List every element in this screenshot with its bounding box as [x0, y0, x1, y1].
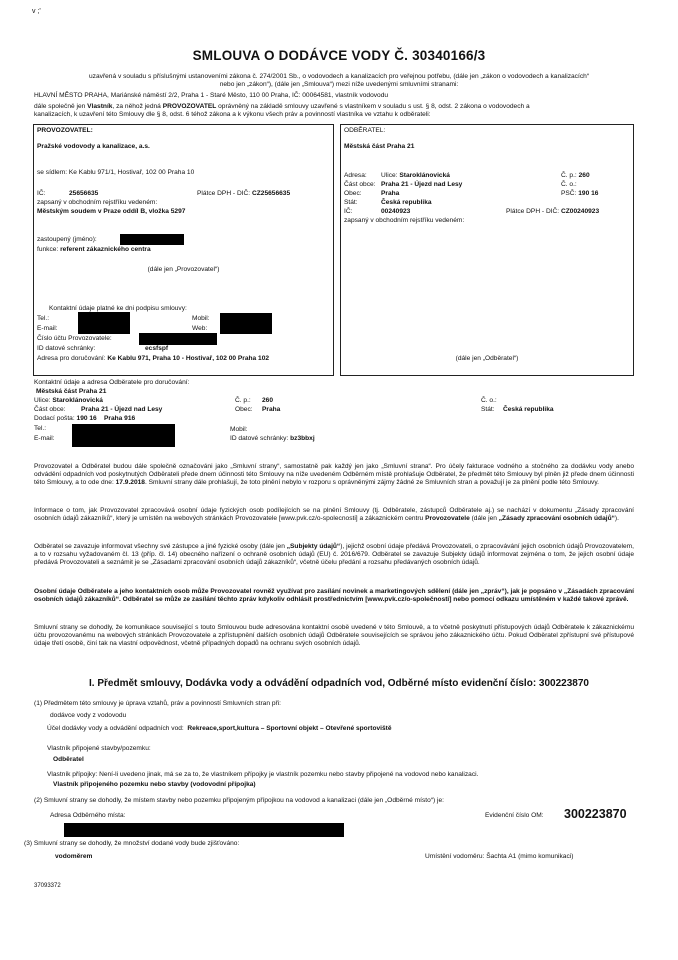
odberatel-state-label: Stát:	[344, 199, 358, 206]
provozovatel-alias	[34, 266, 333, 274]
value: 190 16	[578, 190, 599, 197]
delivery-email-label: E-mail:	[34, 435, 55, 442]
footer-code: 37093372	[34, 883, 61, 889]
value: Není-li uvedeno jinak, má se za to, že vlastníkem přípojky je vlastník pozemku nebo stavby připojené na vodovod nebo kanalizaci.	[99, 771, 479, 778]
value: Rekreace,sport,kultura – Sportovní objekt – Otevřené sportoviště	[187, 725, 392, 732]
provozovatel-heading: PROVOZOVATEL:	[37, 127, 93, 134]
text: Informace o tom, jak Provozovatel zpracovává osobní údaje fyzických osob podílejících se na plnění Smlouvy (tj. Odběratele, zástupců Odběratele aj.) se nachází v dokumentu „Zásady zpracování osobních údajů zákazníků“, který je umístěn na webových stránkách Provozovatele [www.pvk.cz/o-spolecnosti] a zákaznickém centru	[34, 507, 634, 523]
redacted-account	[139, 333, 217, 345]
label: funkce:	[37, 246, 59, 253]
delivery-co-label: Č. o.:	[481, 397, 497, 404]
section-1-item-2: (2) Smluvní strany se dohodly, že místem stavby nebo pozemku připojeným přípojkou na vodovod a kanalizaci (dále jen „Odběrné místo“) je:	[34, 797, 444, 804]
value: bz3bbxj	[290, 435, 315, 442]
text: ).	[614, 515, 619, 523]
odberatel-psc	[561, 190, 598, 198]
label: Adresa pro doručování:	[37, 355, 106, 362]
provozovatel-databox-label: ID datové schránky:	[37, 345, 96, 352]
odberatel-ic: 00240923	[381, 208, 411, 215]
label: PSČ:	[561, 190, 577, 197]
label: Ulice:	[34, 397, 51, 404]
label: Ulice:	[381, 172, 398, 179]
provozovatel-register-label: zapsaný v obchodním rejstříku vedeném:	[37, 199, 158, 206]
provozovatel-email-label: E-mail:	[37, 325, 58, 332]
label: Č. p.:	[561, 172, 577, 179]
section-1-conn-owner	[47, 771, 478, 779]
text: (dále jen	[469, 515, 499, 523]
text: Odběratel se zavazuje informovat všechny své zástupce a jiné fyzické osoby (dále jen	[34, 543, 287, 550]
odberatel-street	[381, 172, 450, 180]
label: ID datové schránky:	[230, 435, 289, 442]
value: referent zákaznického centra	[60, 246, 151, 253]
odberatel-ic-label: IČ:	[344, 208, 353, 215]
text: (dále jen „Odběratel“)	[455, 355, 519, 362]
value: CZ00240923	[560, 208, 600, 215]
provozovatel-account-label: Číslo účtu Provozovatele:	[37, 335, 112, 342]
provozovatel-databox: ecsfspf	[145, 345, 169, 352]
odberatel-box	[340, 124, 634, 376]
provozovatel-tel-label: Tel.:	[37, 315, 50, 322]
delivery-city-label: Obec:	[235, 406, 253, 413]
text: (dále jen „Provozovatel“)	[147, 266, 220, 273]
delivery-heading: Kontaktní údaje a adresa Odběratele pro doručování:	[34, 379, 190, 386]
provozovatel-register: Městským soudem v Praze oddíl B, vložka 5297	[37, 208, 186, 215]
provozovatel-ic: 25656635	[69, 190, 99, 197]
odberatel-dic	[506, 208, 599, 216]
provozovatel-web-label: Web:	[192, 325, 208, 332]
odberatel-city-label: Obec:	[344, 190, 362, 197]
paragraph-smluvni-strany	[34, 463, 634, 488]
odberatel-name: Městská část Praha 21	[344, 143, 415, 150]
section-1-meter-location: Umístění vodoměru: Šachta A1 (mimo komunikaci)	[425, 853, 574, 860]
provozovatel-function	[37, 246, 151, 254]
section-1-item-3: (3) Smluvní strany se dohodly, že množství dodané vody bude zjišťováno:	[24, 840, 240, 847]
paragraph-komunikace: Smluvní strany se dohodly, že komunikace související s touto Smlouvou bude adresována kontaktní osobě uvedené v této Smlouvě, a to včetně poskytnutí přístupových údajů Odběratele k zákaznickému účtu provozovanému na webových stránkách Provozovatele a zpřístupnění dalších osobních údajů Odběratele souvisejících se správou jeho zákaznického účtu. Pokud Odběratel zpřístupní své přístupové údaje třetí osobě, činí tak na vlastní odpovědnost, včetně případných dopadů na ochranu svých osobních údajů.	[34, 624, 634, 648]
paragraph-informace	[34, 507, 634, 523]
provozovatel-name: Pražské vodovody a kanalizace, a.s.	[37, 143, 150, 150]
value: Ke Kablu 971/1, Hostivař, 102 00 Praha 10	[68, 169, 195, 176]
section-1-item-1-value: dodávce vody z vodovodu	[50, 712, 127, 719]
delivery-city: Praha	[262, 406, 281, 413]
text: ), jejichž osobní údaje předává Provozovateli, o zpracovávání jejich osobních údajů Provozovatelem, a to v rozsahu vyžadovaném čl. 13 (příp. čl. 14) obecného nařízení o ochraně osobních údajů (EU) č. 2016/679. Odběratel se zavazuje Subjekty údajů informovat zejména o tom, že jejich osobní údaje předává Provozovateli a seznámit je se „Zásadami zpracování osobních údajů zákazníků“, včetně účelu předání a rozsahu předávaných osobních údajů.	[34, 543, 634, 567]
section-1-owner-value: Odběratel	[53, 756, 84, 763]
odberatel-address-label: Adresa:	[344, 172, 367, 179]
text: . Smluvní strany dále prohlašují, že toto plnění nebylo v rozporu s oprávněnými zájmy žádné ze Smluvních stran a považují je za plnění podle této Smlouvy.	[144, 479, 599, 487]
value: 260	[578, 172, 590, 179]
text: Vlastník	[87, 103, 113, 110]
text: Provozovatele	[425, 515, 470, 523]
document-title: SMLOUVA O DODÁVCE VODY Č. 30340166/3	[192, 48, 486, 63]
text: PROVOZOVATEL	[162, 103, 217, 110]
odberatel-heading: ODBĚRATEL:	[344, 127, 386, 134]
intro-line-2: nebo jen „zákon“), (dále jen „Smlouva“) mezi níže uvedenými smluvními stranami:	[219, 81, 459, 88]
section-1-evid-value: 300223870	[564, 807, 627, 821]
value: Staroklánovická	[52, 397, 103, 404]
label: Plátce DPH - DIČ:	[197, 190, 251, 197]
section-1-evid-label: Evidenční číslo OM:	[485, 812, 544, 819]
section-1-title: I. Předmět smlouvy, Dodávka vody a odvádění odpadních vod, Odběrné místo evidenční číslo: 300223870	[89, 678, 589, 689]
text: , za něhož jedná	[112, 103, 163, 110]
label: se sídlem:	[37, 169, 68, 176]
owner-paragraph-2: kanalizacích, k uzavření této Smlouvy dle § 8, odst. 6 téhož zákona a k výkonu všech práv a povinností vlastníka ve vztahu k odběrateli:	[34, 111, 431, 118]
odberatel-co-label: Č. o.:	[561, 181, 577, 188]
odberatel-alias	[341, 355, 633, 363]
delivery-cp-label: Č. p.:	[235, 397, 251, 404]
odberatel-cp	[561, 172, 590, 180]
delivery-part: Praha 21 - Újezd nad Lesy	[81, 406, 163, 413]
value: Staroklánovická	[399, 172, 450, 179]
label: Vlastník přípojky:	[47, 771, 98, 778]
delivery-name: Městská část Praha 21	[36, 388, 107, 395]
provozovatel-delivery	[37, 355, 269, 363]
delivery-tel-label: Tel.:	[34, 425, 47, 432]
delivery-street	[34, 397, 103, 405]
label: Dodací pošta:	[34, 415, 75, 422]
redacted-mobil-web	[220, 313, 272, 334]
text: Provozovatel a Odběratel budou dále společně označováni jako „Smluvní strany“, samostatně pak každý jen jako „Smluvní strana“. Pro účely fakturace vodného a stočného za dodávku vody anebo odvádění odpadních vod poskytnutých Odběrateli přede dnem účinnosti této Smlouvy na níže uvedeném Odběrném místě prohlašuje Odběratel, že předmět této Smlouvy byl plněn již přede dnem účinnosti této Smlouvy, a to ode dne:	[34, 463, 634, 487]
corner-mark: v ;'	[32, 8, 41, 15]
section-1-item-1: (1) Předmětem této smlouvy je úprava vztahů, práv a povinností Smluvních stran při:	[34, 700, 282, 707]
provozovatel-dic	[197, 190, 290, 198]
effective-date: 17.9.2018	[115, 479, 145, 487]
provozovatel-box	[33, 124, 334, 376]
value: 190 16 Praha 916	[76, 415, 136, 422]
section-1-conn-owner-value: Vlastník připojeného pozemku nebo stavby (vodovodní přípojka)	[53, 781, 256, 788]
label: Plátce DPH - DIČ:	[506, 208, 560, 215]
redacted-tel-email	[78, 312, 130, 334]
provozovatel-mobil-label: Mobil:	[192, 315, 210, 322]
delivery-databox	[230, 435, 315, 443]
provozovatel-seat	[37, 169, 194, 177]
provozovatel-represented-label: zastoupený (jméno):	[37, 236, 97, 243]
provozovatel-ic-label: IČ:	[37, 190, 46, 197]
section-1-owner-label: Vlastník připojené stavby/pozemku:	[47, 745, 151, 752]
value: CZ25656635	[251, 190, 291, 197]
label: Účel dodávky vody a odvádění odpadních vod:	[47, 725, 184, 732]
provozovatel-contacts-heading: Kontaktní údaje platné ke dni podpisu smlouvy:	[49, 305, 187, 312]
paragraph-subjekty	[34, 543, 634, 568]
text: „Zásady zpracování osobních údajů“	[498, 515, 615, 523]
redacted-name	[120, 234, 184, 245]
delivery-state-label: Stát:	[481, 406, 495, 413]
odberatel-part: Praha 21 - Újezd nad Lesy	[381, 181, 463, 188]
text: oprávněný na základě smlouvy uzavřené s vlastníkem v souladu s ust. § 8, odst. 2 zákona o vodovodech a	[216, 103, 530, 110]
odberatel-city: Praha	[381, 190, 400, 197]
delivery-post	[34, 415, 135, 423]
owner-paragraph-1	[34, 103, 530, 111]
redacted-address	[64, 823, 344, 837]
section-1-address-label: Adresa Odběrného místa:	[50, 812, 126, 819]
text: „Subjekty údajů“	[286, 543, 341, 550]
section-1-purpose	[47, 725, 392, 733]
intro-line-1: uzavřená v souladu s příslušnými ustanoveními zákona č. 274/2001 Sb., o vodovodech a kanalizacích pro veřejnou potřebu, (dále jen „zákon o vodovodech a kanalizacích“	[89, 73, 589, 80]
odberatel-register-label: zapsaný v obchodním rejstříku vedeném:	[344, 217, 465, 224]
text: dále společně jen	[34, 103, 88, 110]
delivery-part-label: Část obce:	[34, 406, 66, 413]
owner-line: HLAVNÍ MĚSTO PRAHA, Mariánské náměstí 2/2, Praha 1 - Staré Město, 110 00 Praha, IČ: 00064581, vlastník vodovodu	[34, 92, 389, 99]
delivery-mobil-label: Mobil:	[230, 426, 248, 433]
paragraph-marketing: Osobní údaje Odběratele a jeho kontaktních osob může Provozovatel rovněž využívat pro zasílání novinek a marketingových sdělení (dále jen „zpráv“), jak je popsáno v „Zásadách zpracování osobních údajů zákazníků“. Odběratel se může ze zasílání těchto zpráv kdykoliv odhlásit prostřednictvím [www.pvk.cz/o-společnosti] nebo pomocí odkazu umístěném v každé takové zprávě.	[34, 588, 634, 604]
value: Ke Kablu 971, Praha 10 - Hostivař, 102 00 Praha 102	[107, 355, 270, 362]
section-1-item-3-value: vodoměrem	[55, 853, 93, 860]
delivery-cp: 260	[262, 397, 274, 404]
odberatel-part-label: Část obce:	[344, 181, 376, 188]
redacted-delivery-tel-email	[72, 424, 175, 447]
delivery-state: Česká republika	[503, 406, 554, 413]
odberatel-state: Česká republika	[381, 199, 432, 206]
